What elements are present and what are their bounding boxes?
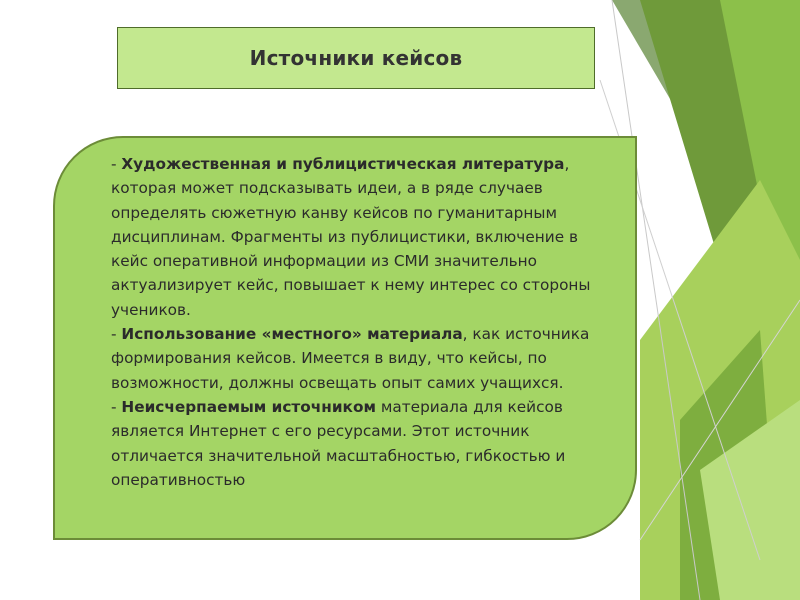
paragraph-1-bold: Художественная и публицистическая литература (121, 155, 565, 173)
paragraph-3-text: материала для кейсов является Интернет с его ресурсами. Этот источник отличается значительной масштабностью, гибкостью и оперативностью (111, 397, 566, 489)
paragraph-1-prefix: - (111, 155, 122, 173)
paragraph-2-text: , как источника формирования кейсов. Имеется в виду, что кейсы, по возможности, должны освещать опыт самих учащихся. (111, 325, 590, 392)
slide-title: Источники кейсов (249, 46, 463, 70)
paragraph-3-prefix: - (111, 397, 122, 416)
title-box (117, 27, 595, 89)
paragraph-3-bold: Неисчерпаемым источником (121, 397, 376, 416)
paragraph-1-text: , которая может подсказывать идеи, а в ряде случаев определять сюжетную канву кейсов по гуманитарным дисциплинам. Фрагменты из публицистики, включение в кейс оперативной информации из СМИ значительно актуализирует кейс, повышает к нему интерес со стороны учеников. (111, 155, 591, 319)
paragraph-2-bold: Использование «местного» материала (121, 325, 463, 344)
content-text (111, 152, 601, 492)
paragraph-2-prefix: - (111, 325, 122, 344)
